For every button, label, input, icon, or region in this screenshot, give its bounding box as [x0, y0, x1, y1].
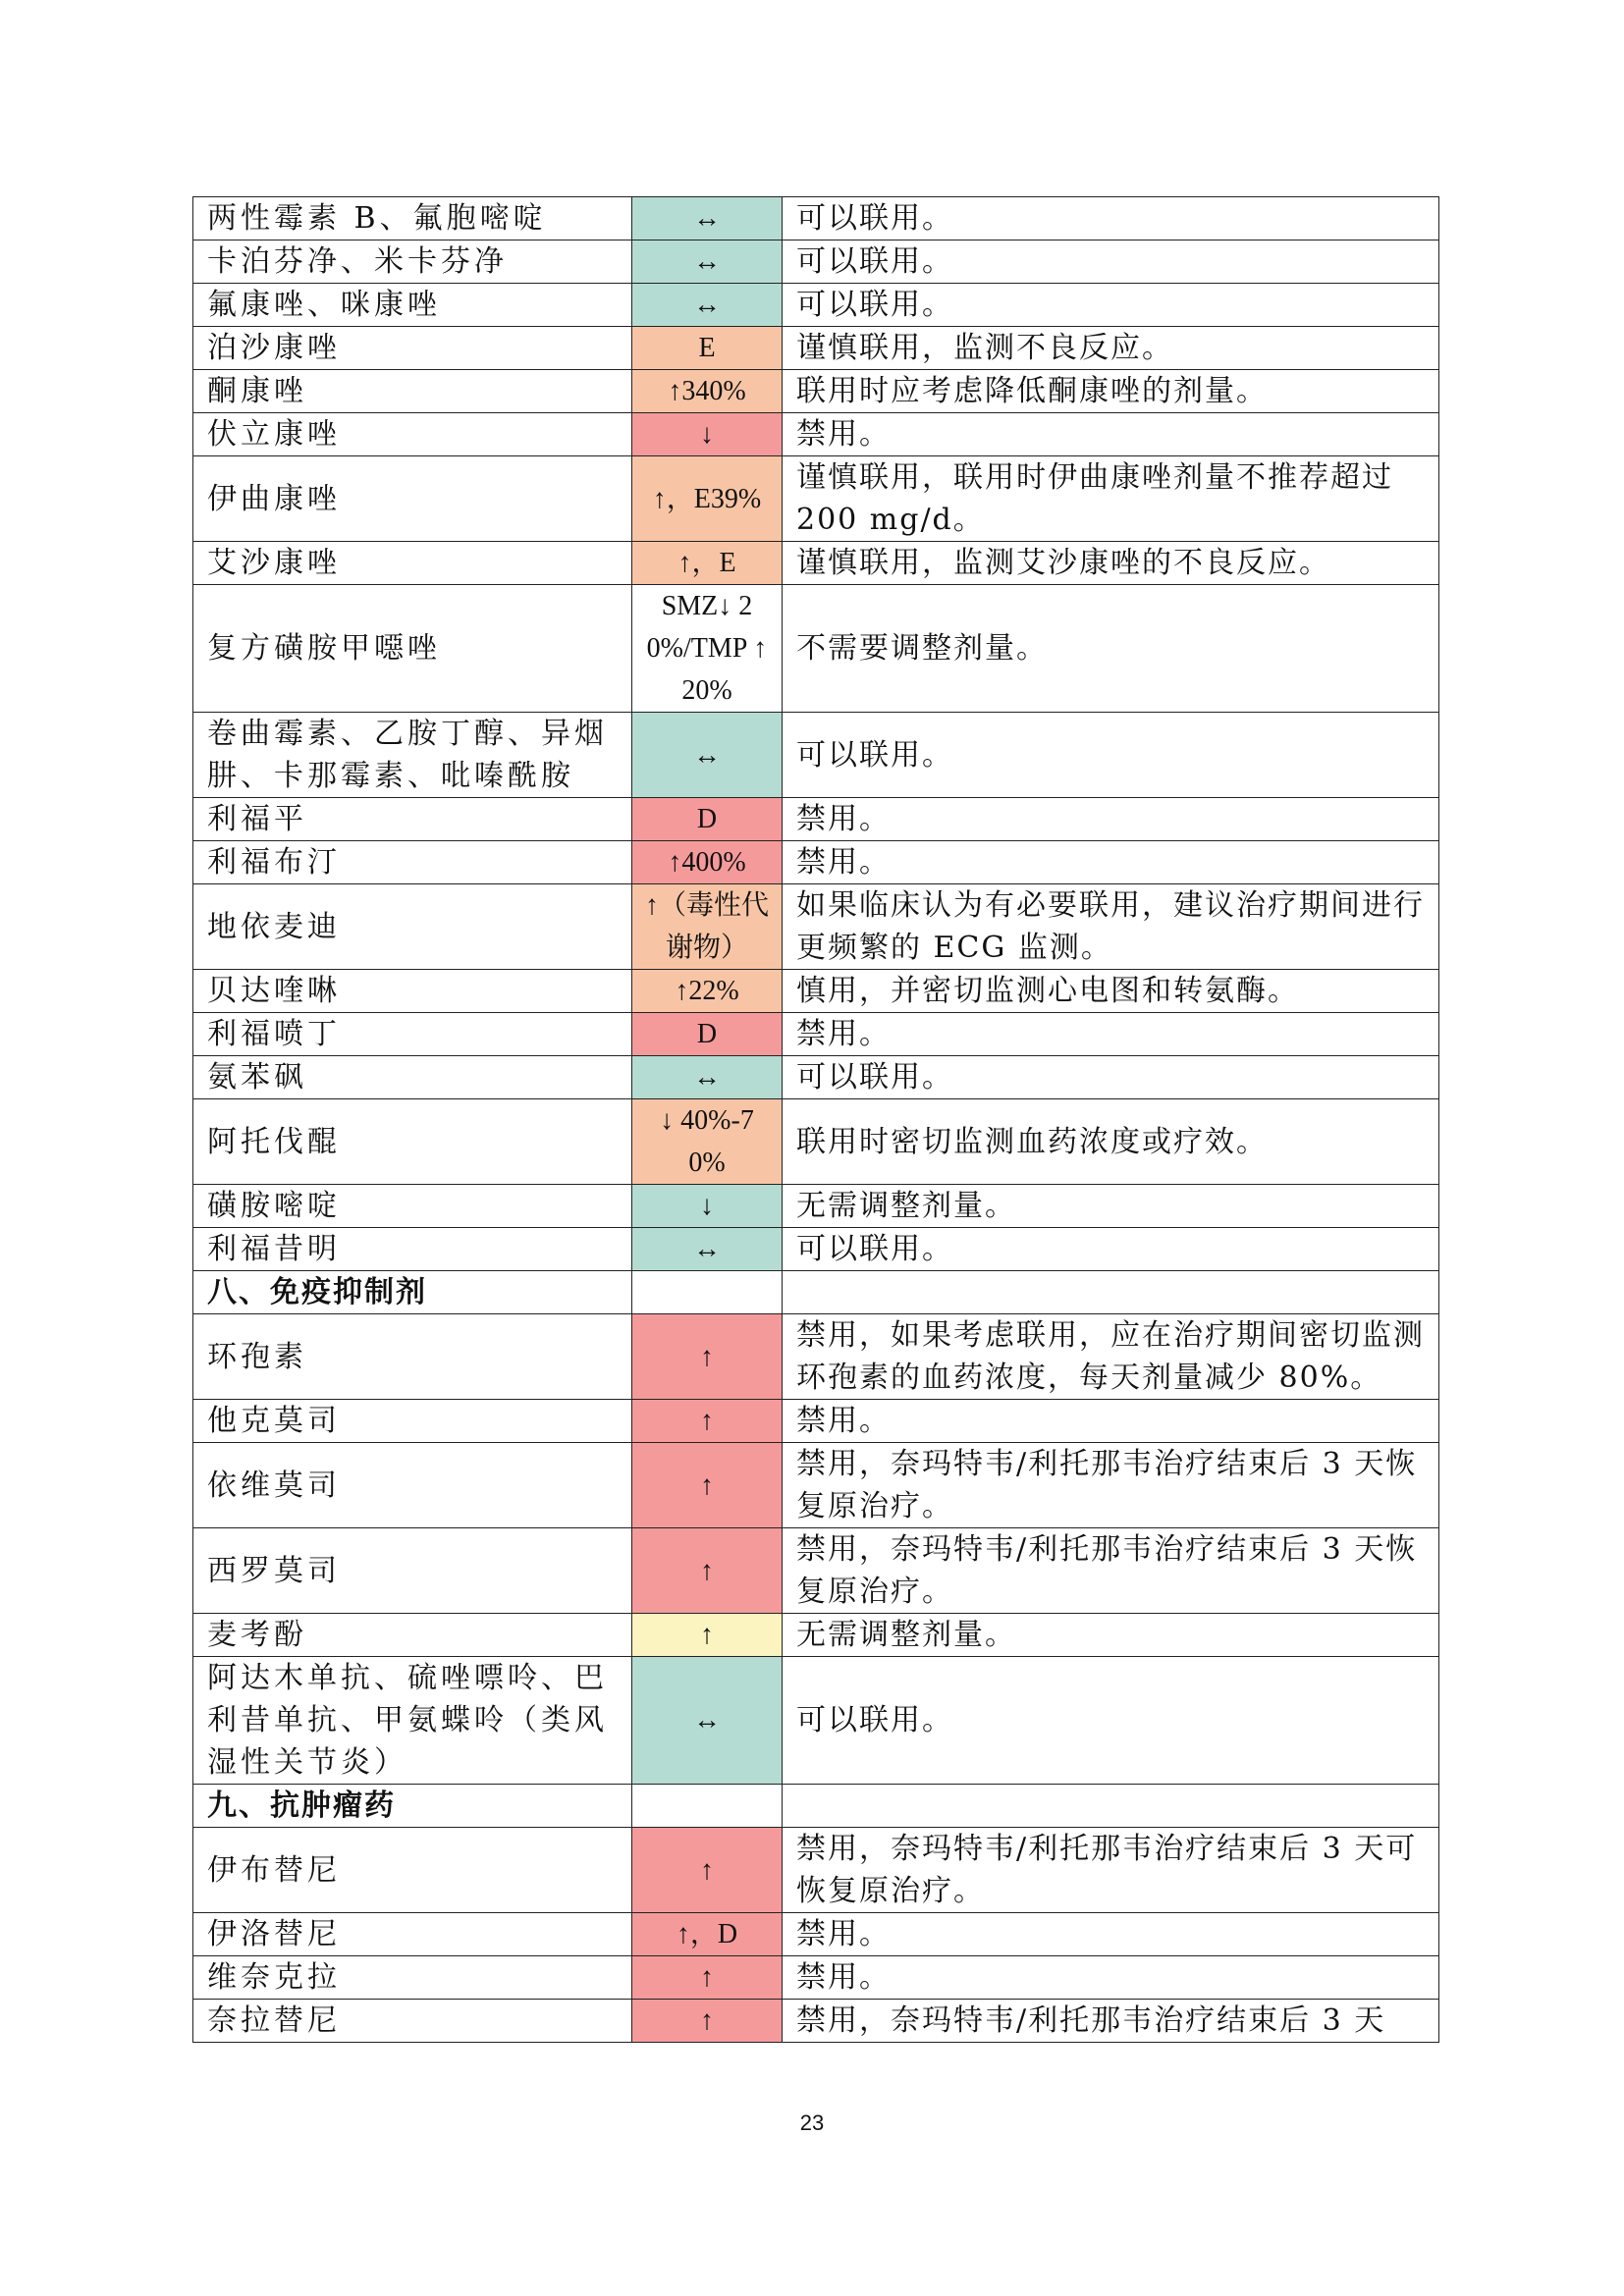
recommendation-cell: 禁用，如果考虑联用，应在治疗期间密切监测环孢素的血药浓度，每天剂量减少 80%。: [783, 1314, 1439, 1400]
recommendation-cell: 可以联用。: [783, 197, 1439, 240]
section-title: 九、抗肿瘤药: [193, 1785, 632, 1828]
recommendation-cell: [783, 1271, 1439, 1314]
table-row: [193, 1614, 1439, 1657]
recommendation-cell: 可以联用。: [783, 1056, 1439, 1099]
drug-name-cell: 他克莫司: [193, 1400, 632, 1443]
drug-name-cell: 利福昔明: [193, 1228, 632, 1271]
recommendation-cell: 禁用，奈玛特韦/利托那韦治疗结束后 3 天恢复原治疗。: [783, 1443, 1439, 1528]
recommendation-cell: 可以联用。: [783, 284, 1439, 327]
recommendation-cell: 可以联用。: [783, 1228, 1439, 1271]
table-row: [193, 585, 1439, 713]
recommendation-cell: 禁用，奈玛特韦/利托那韦治疗结束后 3 天: [783, 2000, 1439, 2043]
table-row: [193, 240, 1439, 284]
table-row: [193, 2000, 1439, 2043]
recommendation-cell: 禁用，奈玛特韦/利托那韦治疗结束后 3 天可恢复原治疗。: [783, 1828, 1439, 1913]
table-row: [193, 1828, 1439, 1913]
recommendation-cell: 可以联用。: [783, 1657, 1439, 1785]
recommendation-cell: 无需调整剂量。: [783, 1185, 1439, 1228]
drug-name-cell: 伊布替尼: [193, 1828, 632, 1913]
interaction-effect-cell: ↑340%: [632, 370, 783, 413]
recommendation-cell: 联用时密切监测血药浓度或疗效。: [783, 1099, 1439, 1185]
table-row: [193, 1443, 1439, 1528]
drug-name-cell: 阿托伐醌: [193, 1099, 632, 1185]
interaction-effect-cell: ↔: [632, 284, 783, 327]
interaction-effect-cell: ↔: [632, 240, 783, 284]
drug-name-cell: 西罗莫司: [193, 1528, 632, 1614]
interaction-effect-cell: ↔: [632, 1228, 783, 1271]
recommendation-cell: 如果临床认为有必要联用，建议治疗期间进行更频繁的 ECG 监测。: [783, 884, 1439, 970]
table-row: [193, 1956, 1439, 2000]
recommendation-cell: [783, 1785, 1439, 1828]
interaction-effect-cell: ↔: [632, 1056, 783, 1099]
interaction-effect-cell: ↑: [632, 2000, 783, 2043]
recommendation-cell: 可以联用。: [783, 240, 1439, 284]
interaction-effect-cell: ↑: [632, 1400, 783, 1443]
drug-name-cell: 酮康唑: [193, 370, 632, 413]
drug-name-cell: 奈拉替尼: [193, 2000, 632, 2043]
section-row: [193, 1785, 1439, 1828]
drug-name-cell: 卷曲霉素、乙胺丁醇、异烟肼、卡那霉素、吡嗪酰胺: [193, 713, 632, 798]
interaction-effect-cell: ↑: [632, 1443, 783, 1528]
table-row: [193, 284, 1439, 327]
table-row: [193, 1013, 1439, 1056]
table-row: [193, 1913, 1439, 1956]
drug-interaction-table: [192, 196, 1439, 2043]
interaction-effect-cell: [632, 1271, 783, 1314]
interaction-effect-cell: ↑22%: [632, 970, 783, 1013]
drug-name-cell: 贝达喹啉: [193, 970, 632, 1013]
interaction-effect-cell: ↔: [632, 713, 783, 798]
interaction-effect-cell: ↑400%: [632, 841, 783, 884]
table-row: [193, 197, 1439, 240]
interaction-effect-cell: E: [632, 327, 783, 370]
drug-name-cell: 依维莫司: [193, 1443, 632, 1528]
recommendation-cell: 无需调整剂量。: [783, 1614, 1439, 1657]
interaction-effect-cell: ↑: [632, 1828, 783, 1913]
drug-name-cell: 地依麦迪: [193, 884, 632, 970]
table-row: [193, 1314, 1439, 1400]
drug-name-cell: 环孢素: [193, 1314, 632, 1400]
drug-name-cell: 阿达木单抗、硫唑嘌呤、巴利昔单抗、甲氨蝶呤（类风湿性关节炎）: [193, 1657, 632, 1785]
recommendation-cell: 不需要调整剂量。: [783, 585, 1439, 713]
table-row: [193, 798, 1439, 841]
drug-name-cell: 氟康唑、咪康唑: [193, 284, 632, 327]
drug-name-cell: 利福平: [193, 798, 632, 841]
drug-name-cell: 卡泊芬净、米卡芬净: [193, 240, 632, 284]
interaction-effect-cell: ↓: [632, 1185, 783, 1228]
table-row: [193, 1056, 1439, 1099]
drug-name-cell: 伊洛替尼: [193, 1913, 632, 1956]
table-row: [193, 1400, 1439, 1443]
recommendation-cell: 谨慎联用，监测艾沙康唑的不良反应。: [783, 542, 1439, 585]
drug-name-cell: 伊曲康唑: [193, 456, 632, 542]
drug-name-cell: 利福喷丁: [193, 1013, 632, 1056]
drug-name-cell: 氨苯砜: [193, 1056, 632, 1099]
table-row: [193, 1099, 1439, 1185]
section-title: 八、免疫抑制剂: [193, 1271, 632, 1314]
interaction-effect-cell: ↔: [632, 197, 783, 240]
recommendation-cell: 禁用。: [783, 413, 1439, 456]
table-body: [193, 197, 1439, 2043]
table-row: [193, 456, 1439, 542]
recommendation-cell: 联用时应考虑降低酮康唑的剂量。: [783, 370, 1439, 413]
drug-name-cell: 伏立康唑: [193, 413, 632, 456]
interaction-effect-cell: ↑，E39%: [632, 456, 783, 542]
drug-name-cell: 艾沙康唑: [193, 542, 632, 585]
interaction-effect-cell: ↑: [632, 1614, 783, 1657]
recommendation-cell: 禁用。: [783, 798, 1439, 841]
table-row: [193, 970, 1439, 1013]
interaction-effect-cell: ↔: [632, 1657, 783, 1785]
table-row: [193, 884, 1439, 970]
drug-name-cell: 两性霉素 B、氟胞嘧啶: [193, 197, 632, 240]
recommendation-cell: 禁用。: [783, 1400, 1439, 1443]
drug-name-cell: 复方磺胺甲噁唑: [193, 585, 632, 713]
drug-name-cell: 利福布汀: [193, 841, 632, 884]
table-row: [193, 1185, 1439, 1228]
recommendation-cell: 慎用，并密切监测心电图和转氨酶。: [783, 970, 1439, 1013]
recommendation-cell: 谨慎联用，联用时伊曲康唑剂量不推荐超过 200 mg/d。: [783, 456, 1439, 542]
drug-name-cell: 泊沙康唑: [193, 327, 632, 370]
interaction-effect-cell: ↑，E: [632, 542, 783, 585]
drug-name-cell: 麦考酚: [193, 1614, 632, 1657]
recommendation-cell: 谨慎联用，监测不良反应。: [783, 327, 1439, 370]
interaction-effect-cell: D: [632, 1013, 783, 1056]
drug-name-cell: 维奈克拉: [193, 1956, 632, 2000]
table-row: [193, 370, 1439, 413]
table-row: [193, 542, 1439, 585]
interaction-effect-cell: ↓: [632, 413, 783, 456]
interaction-effect-cell: ↑: [632, 1956, 783, 2000]
recommendation-cell: 禁用。: [783, 1913, 1439, 1956]
recommendation-cell: 禁用，奈玛特韦/利托那韦治疗结束后 3 天恢复原治疗。: [783, 1528, 1439, 1614]
section-row: [193, 1271, 1439, 1314]
page-number: 23: [799, 2110, 825, 2135]
interaction-effect-cell: ↓ 40%-70%: [632, 1099, 783, 1185]
table-row: [193, 841, 1439, 884]
drug-name-cell: 磺胺嘧啶: [193, 1185, 632, 1228]
recommendation-cell: 禁用。: [783, 841, 1439, 884]
table-row: [193, 1528, 1439, 1614]
interaction-effect-cell: SMZ↓ 20%/TMP ↑20%: [632, 585, 783, 713]
interaction-effect-cell: D: [632, 798, 783, 841]
recommendation-cell: 禁用。: [783, 1956, 1439, 2000]
table-row: [193, 713, 1439, 798]
recommendation-cell: 可以联用。: [783, 713, 1439, 798]
interaction-effect-cell: ↑: [632, 1528, 783, 1614]
table-row: [193, 1657, 1439, 1785]
table-row: [193, 1228, 1439, 1271]
interaction-effect-cell: ↑，D: [632, 1913, 783, 1956]
recommendation-cell: 禁用。: [783, 1013, 1439, 1056]
interaction-effect-cell: ↑: [632, 1314, 783, 1400]
interaction-effect-cell: [632, 1785, 783, 1828]
table-row: [193, 413, 1439, 456]
interaction-effect-cell: ↑（毒性代谢物）: [632, 884, 783, 970]
table-row: [193, 327, 1439, 370]
